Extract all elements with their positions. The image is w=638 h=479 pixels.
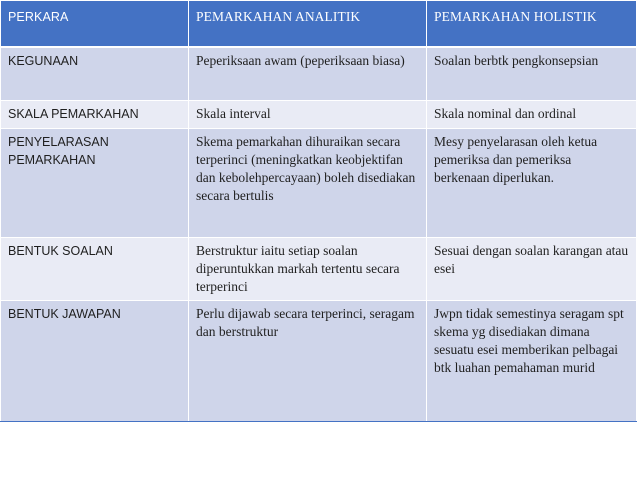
row-label: BENTUK SOALAN — [1, 237, 189, 300]
analitik-cell: Perlu dijawab secara terperinci, seragam dan berstruktur — [189, 300, 427, 421]
holistik-cell: Mesy penyelarasan oleh ketua pemeriksa dan pemeriksa berkenaan diperlukan. — [427, 128, 637, 237]
row-label: BENTUK JAWAPAN — [1, 300, 189, 421]
header-row — [1, 1, 637, 48]
analitik-cell: Skala interval — [189, 100, 427, 128]
table-row — [1, 128, 637, 237]
header-perkara: PERKARA — [1, 1, 189, 48]
row-label: KEGUNAAN — [1, 47, 189, 100]
row-label: PENYELARASAN PEMARKAHAN — [1, 128, 189, 237]
analitik-cell: Skema pemarkahan dihuraikan secara terperinci (meningkatkan keobjektifan dan kebolehpercayaan) boleh disediakan secara bertulis — [189, 128, 427, 237]
header-holistik: PEMARKAHAN HOLISTIK — [427, 1, 637, 48]
holistik-cell: Soalan berbtk pengkonsepsian — [427, 47, 637, 100]
holistik-cell: Skala nominal dan ordinal — [427, 100, 637, 128]
table-row — [1, 237, 637, 300]
table-row — [1, 300, 637, 421]
table-row — [1, 100, 637, 128]
table-row — [1, 47, 637, 100]
row-label: SKALA PEMARKAHAN — [1, 100, 189, 128]
header-analitik: PEMARKAHAN ANALITIK — [189, 1, 427, 48]
analitik-cell: Berstruktur iaitu setiap soalan diperuntukkan markah tertentu secara terperinci — [189, 237, 427, 300]
holistik-cell: Jwpn tidak semestinya seragam spt skema yg disediakan dimana sesuatu esei memberikan pelbagai btk luahan pemahaman murid — [427, 300, 637, 421]
holistik-cell: Sesuai dengan soalan karangan atau esei — [427, 237, 637, 300]
analitik-cell: Peperiksaan awam (peperiksaan biasa) — [189, 47, 427, 100]
